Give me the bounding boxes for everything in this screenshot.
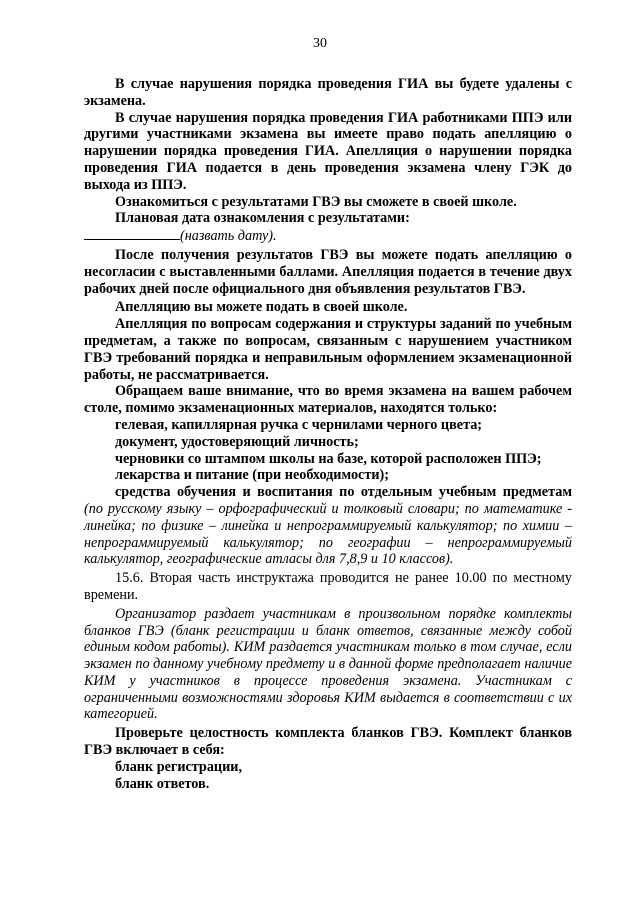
learning-aids-details: (по русскому языку – орфографический и толковый словари; по математике - линейка; по физике – линейка и непрограммируемый калькулятор; по химии – непрограммируемый калькулятор; по географии – непрограммируемый калькулятор, географические атласы для 7,8,9 и 10 классов). <box>84 500 572 568</box>
paragraph-appeal-violation: В случае нарушения порядка проведения ГИА работниками ППЭ или другими участниками экзамена вы имеете право подать апелляцию о нарушении порядка проведения ГИА. Апелляция о нарушении порядка проведения ГИА подается в день проведения экзамена члену ГЭК до выхода из ППЭ. <box>84 109 572 193</box>
list-item-learning-aids <box>84 484 572 568</box>
page-number: 30 <box>313 36 327 51</box>
paragraph-appeal-school: Апелляцию вы можете подать в своей школе. <box>115 299 408 316</box>
paragraph-check-forms: Проверьте целостность комплекта бланков ГВЭ. Комплект бланков ГВЭ включает в себя: <box>84 725 572 759</box>
page-body <box>84 76 572 792</box>
date-blank-line <box>84 227 180 240</box>
paragraph-appeal-scores: После получения результатов ГВЭ вы можете подать апелляцию о несогласии с выставленными баллами. Апелляция подается в течение двух рабочих дней после официального дня объявления результатов ГВЭ. <box>84 246 572 297</box>
paragraph-results-school: Ознакомиться с результатами ГВЭ вы сможете в своей школе. <box>115 193 517 210</box>
paragraph-section-15-6: 15.6. Вторая часть инструктажа проводится не ранее 10.00 по местному времени. <box>84 570 572 603</box>
list-item-id-document: документ, удостоверяющий личность; <box>115 433 359 450</box>
paragraph-removal-warning: В случае нарушения порядка проведения ГИА вы будете удалены с экзамена. <box>84 76 572 109</box>
paragraph-desk-items: Обращаем ваше внимание, что во время экзамена на вашем рабочем столе, помимо экзаменационных материалов, находятся только: <box>84 383 572 417</box>
paragraph-planned-date <box>84 210 572 245</box>
planned-date-label: Плановая дата ознакомления с результатами: <box>115 210 410 227</box>
paragraph-appeal-not-considered: Апелляция по вопросам содержания и структуры заданий по учебным предметам, а также по вопросам, связанным с нарушением участником ГВЭ требований порядка и неправильным оформлением экзаменационной работы, не рассматривается. <box>84 316 572 383</box>
list-item-drafts: черновики со штампом школы на базе, которой расположен ППЭ; <box>115 450 542 467</box>
list-item-registration-form: бланк регистрации, <box>115 758 242 775</box>
learning-aids-label: средства обучения и воспитания по отдельным учебным предметам <box>115 484 572 501</box>
list-item-answer-form: бланк ответов. <box>115 775 210 792</box>
list-item-pen: гелевая, капиллярная ручка с чернилами черного цвета; <box>115 416 483 433</box>
paragraph-organizer-instructions: Организатор раздает участникам в произвольном порядке комплекты бланков ГВЭ (бланк регистрации и бланк ответов, связанные между собой единым кодом работы). КИМ раздается участникам только в том случае, если экзамен по данному учебному предмету и в данной форме предполагает наличие КИМ у участников в процессе проведения экзамена. Участникам с ограниченными возможностями здоровья КИМ выдается в соответствии с их категорией. <box>84 605 572 723</box>
planned-date-hint: (назвать дату). <box>180 228 277 245</box>
list-item-medicine: лекарства и питание (при необходимости); <box>115 467 389 484</box>
